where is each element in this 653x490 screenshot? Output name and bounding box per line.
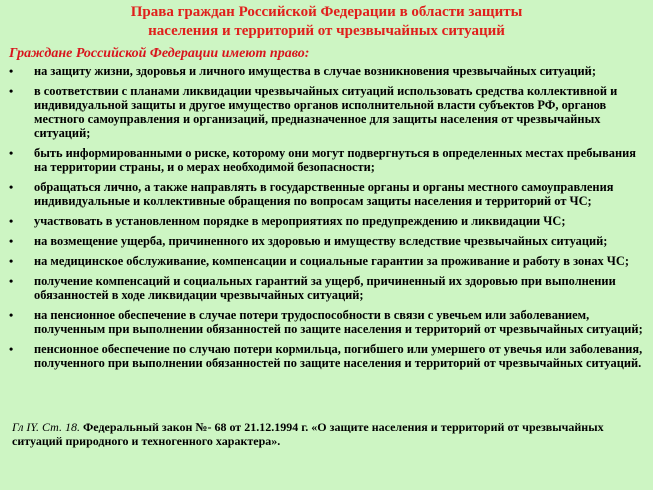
title-line-2: населения и территорий от чрезвычайных ситуаций: [148, 23, 505, 39]
list-item-text: на защиту жизни, здоровья и личного имущества в случае возникновения чрезвычайных ситуаций;: [34, 64, 596, 78]
list-item-text: участвовать в установленном порядке в мероприятиях по предупреждению и ликвидации ЧС;: [34, 214, 566, 229]
list-item: [0, 64, 653, 78]
list-item-text: быть информированными о риске, которому они могут подвергнуться в определенных местах пребывания на территории страны, и о мерах необходимой безопасности;: [34, 146, 636, 175]
list-item-text: на пенсионное обеспечение в случае потери трудоспособности в связи с увечьем или заболеванием, полученным при выполнении обязанностей по защите населения и территорий от чрезвычайных ситуаций;: [34, 307, 643, 336]
page-title: [0, 3, 653, 41]
lead-heading: Граждане Российской Федерации имеют право:: [9, 46, 310, 61]
list-item: [0, 342, 653, 370]
list-item-text: на медицинское обслуживание, компенсации и социальные гарантии за проживание и работу в зонах ЧС;: [34, 253, 629, 268]
bullet-icon: •: [9, 341, 14, 356]
law-reference-title: Федеральный закон №- 68 от 21.12.1994 г. «О защите населения и территорий от чрезвычайных ситуаций природного и техногенного характера».: [12, 420, 604, 448]
bullet-icon: •: [9, 307, 14, 322]
list-item: [0, 274, 653, 302]
list-item: [0, 214, 653, 228]
bullet-icon: •: [9, 234, 14, 248]
bullet-icon: •: [9, 146, 14, 161]
bullet-icon: •: [9, 214, 14, 229]
law-reference-chapter: Гл IY. Ст. 18.: [12, 420, 80, 434]
rights-list: [0, 64, 653, 376]
bullet-icon: •: [9, 180, 14, 195]
bullet-icon: •: [9, 253, 14, 268]
list-item-text: получение компенсаций и социальных гарантий за ущерб, причиненный их здоровью при выполнении обязанностей в ходе ликвидации чрезвычайных ситуаций;: [34, 273, 616, 302]
list-item: [0, 146, 653, 174]
list-item: [0, 180, 653, 208]
list-item: [0, 254, 653, 268]
list-item: [0, 308, 653, 336]
law-reference: [12, 420, 642, 448]
list-item: [0, 84, 653, 141]
list-item-text: на возмещение ущерба, причиненного их здоровью и имуществу вследствие чрезвычайных ситуаций;: [34, 234, 608, 248]
bullet-icon: •: [9, 64, 14, 78]
bullet-icon: •: [9, 83, 14, 98]
list-item-text: пенсионное обеспечение по случаю потери кормильца, погибшего или умершего от увечья или заболевания, полученного при выполнении обязанностей по защите населения и территорий от чрезвычайных ситуаций.: [34, 341, 643, 370]
list-item: [0, 234, 653, 248]
title-line-1: Права граждан Российской Федерации в области защиты: [130, 4, 523, 20]
list-item-text: в соответствии с планами ликвидации чрезвычайных ситуаций использовать средства коллективной и индивидуальной защиты и другое имущество органов исполнительной власти субъектов РФ, органов местного самоуправления и организаций, предназначенное для защиты населения от чрезвычайных ситуаций;: [34, 83, 618, 141]
list-item-text: обращаться лично, а также направлять в государственные органы и органы местного самоуправления индивидуальные и коллективные обращения по вопросам защиты населения и территорий от ЧС;: [34, 180, 614, 209]
bullet-icon: •: [9, 273, 14, 288]
